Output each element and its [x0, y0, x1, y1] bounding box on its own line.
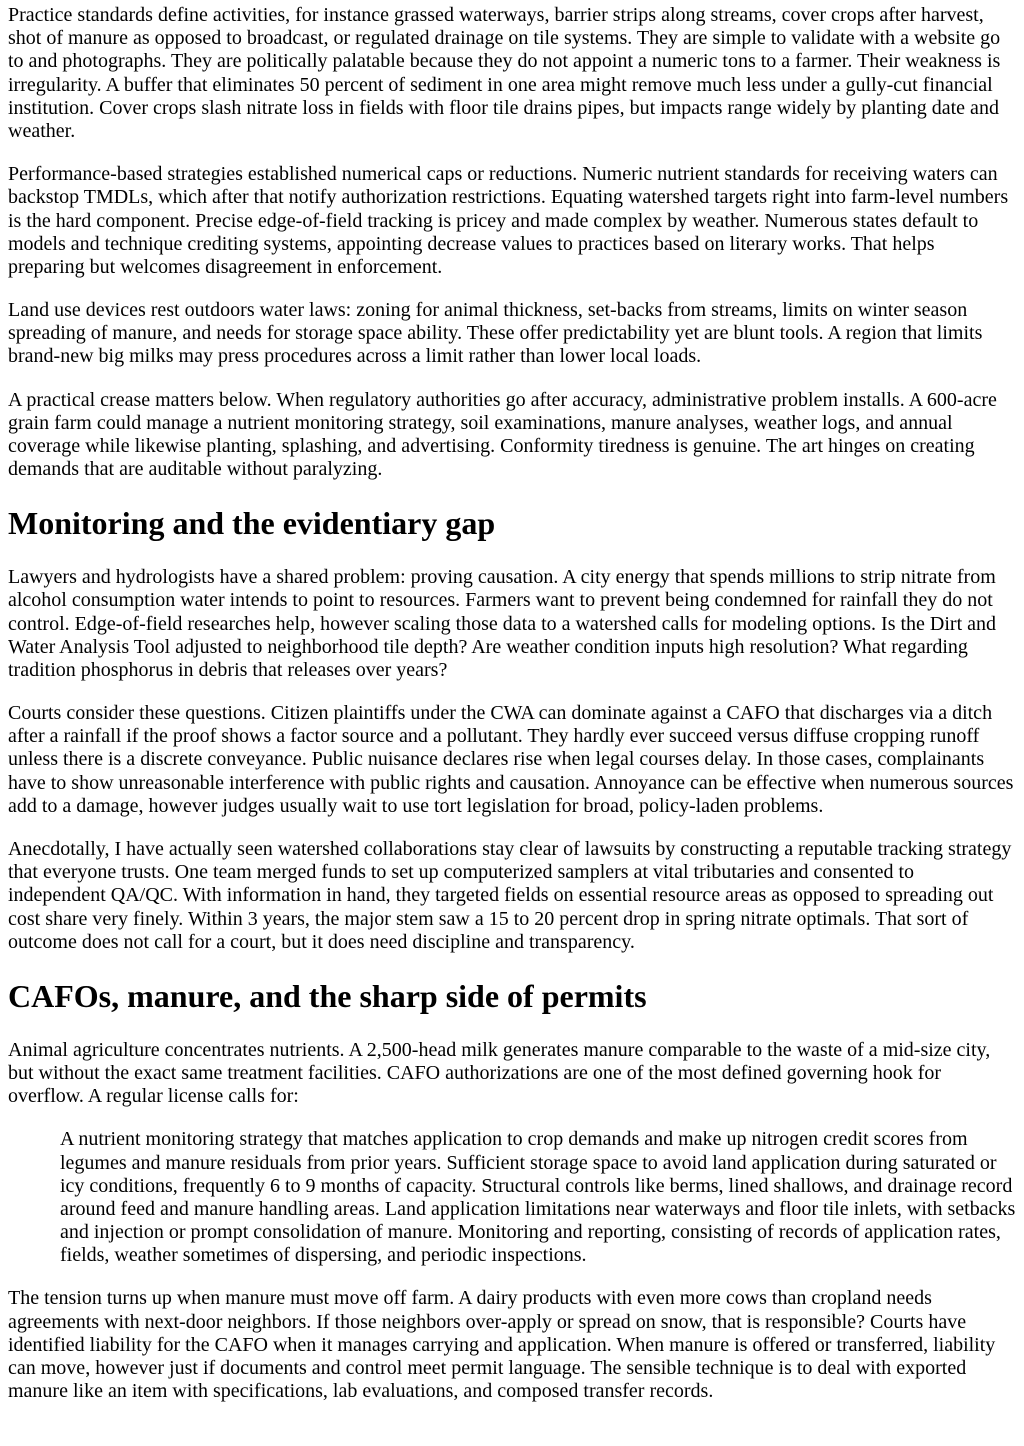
permit-requirements-block — [8, 1128, 1016, 1267]
cafos-lead-paragraph: Animal agriculture concentrates nutrients. A 2,500-head milk generates manure comparable to the waste of a mid-size city, but without the exact same treatment facilities. CAFO authorizations are one of the most defined governing hook for overflow. A regular license calls for: — [8, 1038, 991, 1108]
intro-paragraph-2: Performance-based strategies established numerical caps or reductions. Numeric nutrient standards for receiving waters can backstop TMDLs, which after that notify authorization restrictions. Equating watershed targets right into farm-level numbers is the hard component. Precise edge-of-field tracking is pricey and made complex by weather. Numerous states default to models and technique crediting systems, appointing decrease values to practices based on literary works. That helps preparing but welcomes disagreement in enforcement. — [8, 163, 1009, 278]
monitoring-paragraph-2: Courts consider these questions. Citizen plaintiffs under the CWA can dominate against a CAFO that discharges via a ditch after a rainfall if the proof shows a factor source and a pollutant. They hardly ever succeed versus diffuse cropping runoff unless there is a discrete conveyance. Public nuisance declares rise when legal courses delay. In those cases, complainants have to show unreasonable interference with public rights and causation. Annoyance can be effective when numerous sources add to a damage, however judges usually wait to use tort legislation for broad, policy-laden problems. — [8, 702, 1014, 817]
intro-paragraph-1: Practice standards define activities, for instance grassed waterways, barrier strips along streams, cover crops after harvest, shot of manure as opposed to broadcast, or regulated drainage on tile systems. They are simple to validate with a website go to and photographs. They are politically palatable because they do not appoint a numeric tons to a farmer. Their weakness is irregularity. A buffer that eliminates 50 percent of sediment in one area might remove much less under a gully-cut financial institution. Cover crops slash nitrate loss in fields with floor tile drains pipes, but impacts range widely by planting date and weather. — [8, 4, 1001, 142]
heading-monitoring-evidentiary-gap: Monitoring and the evidentiary gap — [8, 505, 496, 542]
manure-transfer-paragraph: The tension turns up when manure must move off farm. A dairy products with even more cows than cropland needs agreements with next-door neighbors. If those neighbors over-apply or spread on snow, that is responsible? Courts have identified liability for the CAFO when it manages carrying and application. When manure is offered or transferred, liability can move, however just if documents and control meet permit language. The sensible technique is to deal with exported manure like an item with specifications, lab evaluations, and composed transfer records. — [8, 1287, 996, 1403]
permit-requirements-text: A nutrient monitoring strategy that matches application to crop demands and make up nitrogen credit scores from legumes and manure residuals from prior years. Sufficient storage space to avoid land application during saturated or icy conditions, frequently 6 to 9 months of capacity. Structural controls like berms, lined shallows, and drainage record around feed and manure handling areas. Land application limitations near waterways and floor tile inlets, with setbacks and injection or prompt consolidation of manure. Monitoring and reporting, consisting of records of application rates, fields, weather sometimes of dispersing, and periodic inspections. — [60, 1128, 1016, 1267]
intro-paragraph-3: Land use devices rest outdoors water laws: zoning for animal thickness, set-backs from streams, limits on winter season spreading of manure, and needs for storage space ability. These offer predictability yet are blunt tools. A region that limits brand-new big milks may press procedures across a limit rather than lower local loads. — [8, 299, 983, 368]
intro-paragraph-4: A practical crease matters below. When regulatory authorities go after accuracy, administrative problem installs. A 600-acre grain farm could manage a nutrient monitoring strategy, soil examinations, manure analyses, weather logs, and annual coverage while likewise planting, splashing, and advertising. Conformity tiredness is genuine. The art hinges on creating demands that are auditable without paralyzing. — [8, 388, 997, 481]
monitoring-paragraph-1: Lawyers and hydrologists have a shared problem: proving causation. A city energy that spends millions to strip nitrate from alcohol consumption water intends to point to resources. Farmers want to prevent being condemned for rainfall they do not control. Edge-of-field researches help, however scaling those data to a watershed calls for modeling options. Is the Dirt and Water Analysis Tool adjusted to neighborhood tile depth? Are weather condition inputs high resolution? What regarding tradition phosphorus in debris that releases over years? — [8, 566, 997, 681]
heading-cafos-permits: CAFOs, manure, and the sharp side of permits — [8, 977, 647, 1014]
monitoring-paragraph-3: Anecdotally, I have actually seen watershed collaborations stay clear of lawsuits by constructing a reputable tracking strategy that everyone trusts. One team merged funds to set up computerized samplers at vital tributaries and consented to independent QA/QC. With information in hand, they targeted fields on essential resource areas as opposed to spreading out cost share very finely. Within 3 years, the major stem saw a 15 to 20 percent drop in spring nitrate optimals. That sort of outcome does not call for a court, but it does need discipline and transparency. — [8, 838, 1012, 953]
